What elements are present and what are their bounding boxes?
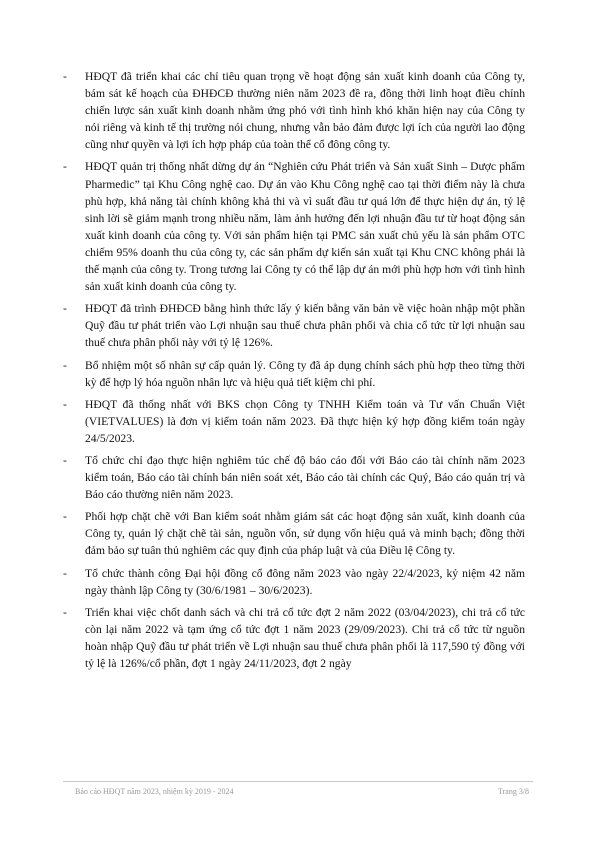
bullet-dash: - <box>63 510 67 524</box>
list-item-text: Tổ chức chỉ đạo thực hiện nghiêm túc chế độ báo cáo đối với Báo cáo tài chính năm 2023 kiểm toán, Báo cáo tài chính bán niên soát xét, Báo cáo tài chính các Quý, Báo cáo quản trị và Báo cáo thường niên năm 2023. <box>85 453 525 502</box>
list-item-text: Triển khai việc chốt danh sách và chi trả cổ tức đợt 2 năm 2022 (03/04/2023), chi trả cổ tức còn lại năm 2022 và tạm ứng cổ tức đợt 1 năm 2023 (29/09/2023). Chi trả cổ tức từ nguồn hoàn nhập Quỹ đầu tư phát triển về Lợi nhuận sau thuế chưa phân phối là 117,590 tỷ đồng với tỷ lệ là 126%/cổ phần, đợt 1 ngày 24/11/2023, đợt 2 ngày <box>85 605 525 670</box>
list-item-text: HĐQT quản trị thống nhất dừng dự án “Nghiên cứu Phát triển và Sản xuất Sinh – Dược phẩm Pharmedic” tại Khu Công nghệ cao. Dự án vào Khu Công nghệ cao tại thời điểm này là chưa phù hợp, khả năng tài chính không khả thi và vì suất đầu tư quá lớn để thực hiện dự án, tỷ lệ sinh lời sẽ giảm mạnh trong nhiều năm, làm ảnh hưởng đến lợi nhuận đầu tư từ hoạt động sản xuất kinh doanh của công ty. Với sản phẩm hiện tại PMC sản xuất chủ yếu là sản phẩm OTC chiếm 95% doanh thu của công ty, các sản phẩm dự kiến sản xuất tại Khu CNC không phải là thế mạnh của công ty. Trong tương lai Công ty có thể lập dự án mới phù hợp hơn với tình hình sản xuất kinh doanh của công ty. <box>85 160 525 294</box>
report-bullet-list <box>63 68 525 677</box>
bullet-dash: - <box>63 605 67 619</box>
list-item <box>63 396 525 447</box>
bullet-dash: - <box>63 453 67 467</box>
list-item-text: Bổ nhiệm một số nhân sự cấp quản lý. Công ty đã áp dụng chính sách phù hợp theo từng thời kỳ để hợp lý hóa nguồn nhân lực và hiệu quả tiết kiệm chi phí. <box>85 358 525 389</box>
list-item-text: Phối hợp chặt chẽ với Ban kiểm soát nhằm giám sát các hoạt động sản xuất, kinh doanh của Công ty, quản lý chặt chẽ tài sản, nguồn vốn, sử dụng vốn hiệu quả và minh bạch; đồng thời đảm bảo sự tuân thủ nghiêm các quy định của pháp luật và của Điều lệ Công ty. <box>85 510 525 558</box>
list-item <box>63 508 525 559</box>
footer-divider <box>63 781 533 782</box>
footer-report-title: Báo cáo HĐQT năm 2023, nhiệm kỳ 2019 - 2024 <box>75 787 234 796</box>
bullet-dash: - <box>63 566 67 580</box>
list-item <box>63 158 525 295</box>
footer-page-number: Trang 3/8 <box>498 787 530 796</box>
list-item-text: HĐQT đã trình ĐHĐCĐ bằng hình thức lấy ý kiến bằng văn bản về việc hoàn nhập một phần Quỹ đầu tư phát triển vào Lợi nhuận sau thuế chưa phân phối và chia cổ tức từ lợi nhuận sau thuế chưa phân phối này với tỷ lệ 126%. <box>85 302 525 350</box>
list-item <box>63 452 525 503</box>
bullet-dash: - <box>63 397 67 411</box>
bullet-dash: - <box>63 358 67 372</box>
list-item <box>63 300 525 351</box>
bullet-dash: - <box>63 160 67 174</box>
bullet-dash: - <box>63 302 67 316</box>
list-item <box>63 68 525 153</box>
list-item-text: HĐQT đã triển khai các chỉ tiêu quan trọng về hoạt động sản xuất kinh doanh của Công ty, bám sát kế hoạch của ĐHĐCĐ thường niên năm 2023 đề ra, đồng thời linh hoạt điều chỉnh chiến lược sản xuất kinh doanh nhằm ứng phó với tình hình khó khăn hiện nay của Công ty nói riêng và kinh tế thị trường nói chung, nhưng vẫn bảo đảm được lợi ích của người lao động cũng như quyền và lợi ích hợp pháp của toàn thể cổ đông công ty. <box>85 70 525 152</box>
list-item <box>63 604 525 672</box>
bullet-dash: - <box>63 70 67 83</box>
list-item-text: Tổ chức thành công Đại hội đồng cổ đông năm 2023 vào ngày 22/4/2023, kỷ niệm 42 năm ngày thành lập Công ty (30/6/1981 – 30/6/2023). <box>85 566 525 597</box>
list-item-text: HĐQT đã thống nhất với BKS chọn Công ty TNHH Kiểm toán và Tư vấn Chuẩn Việt (VIETVALUES) là đơn vị kiểm toán năm 2023. Đã thực hiện ký hợp đồng kiểm toán ngày 24/5/2023. <box>85 397 525 445</box>
list-item <box>63 357 525 391</box>
list-item <box>63 565 525 599</box>
